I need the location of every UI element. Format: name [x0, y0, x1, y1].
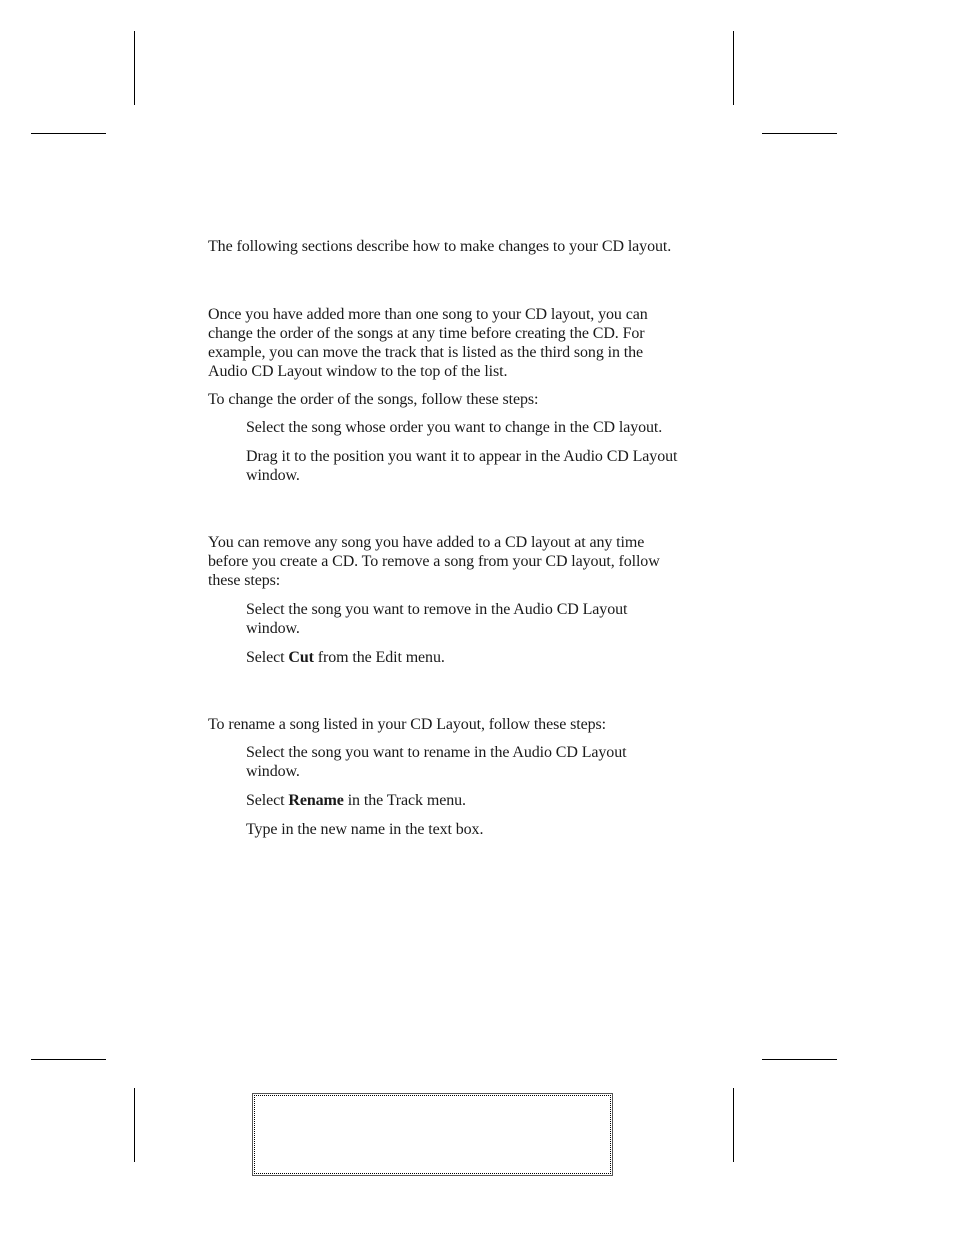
section-rename-song — [208, 715, 683, 839]
section-paragraph: Once you have added more than one song to your CD layout, you can change the order of the songs at any time before creating the CD. For example, you can move the track that is listed as the third song in the Audio CD Layout window to the top of the list. — [208, 306, 648, 380]
step-item: Select the song you want to remove in the Audio CD Layout window. — [246, 601, 628, 637]
crop-mark-top-right-horizontal — [762, 133, 837, 134]
section-remove-song — [208, 533, 683, 667]
crop-mark-bottom-left-vertical — [134, 1088, 135, 1162]
section-paragraph: You can remove any song you have added to a CD layout at any time before you create a CD. To remove a song from your CD layout, follow these steps: — [208, 534, 660, 589]
crop-mark-top-left-horizontal — [31, 133, 106, 134]
crop-mark-bottom-left-horizontal — [31, 1059, 106, 1060]
step-item — [246, 791, 683, 810]
step-text: Select — [246, 649, 289, 666]
crop-mark-bottom-right-vertical — [733, 1088, 734, 1162]
menu-command-rename: Rename — [288, 792, 344, 809]
section-paragraph: To rename a song listed in your CD Layout, follow these steps: — [208, 716, 606, 733]
step-text: from the Edit menu. — [313, 649, 445, 666]
step-text: Select — [246, 792, 289, 809]
menu-command-cut: Cut — [288, 649, 314, 666]
step-item — [246, 648, 683, 667]
step-text: in the Track menu. — [343, 792, 466, 809]
section-paragraph: To change the order of the songs, follow these steps: — [208, 391, 539, 408]
intro-paragraph: The following sections describe how to make changes to your CD layout. — [208, 238, 672, 255]
step-item: Drag it to the position you want it to appear in the Audio CD Layout window. — [246, 448, 678, 484]
page-body — [208, 237, 683, 839]
section-change-order — [208, 305, 683, 485]
step-item: Select the song whose order you want to change in the CD layout. — [246, 419, 663, 436]
crop-mark-bottom-right-horizontal — [762, 1059, 837, 1060]
step-item: Select the song you want to rename in the Audio CD Layout window. — [246, 744, 627, 780]
crop-mark-top-right-vertical — [733, 31, 734, 105]
crop-mark-top-left-vertical — [134, 31, 135, 105]
footer-placeholder-box — [254, 1095, 611, 1174]
step-item: Type in the new name in the text box. — [246, 821, 484, 838]
